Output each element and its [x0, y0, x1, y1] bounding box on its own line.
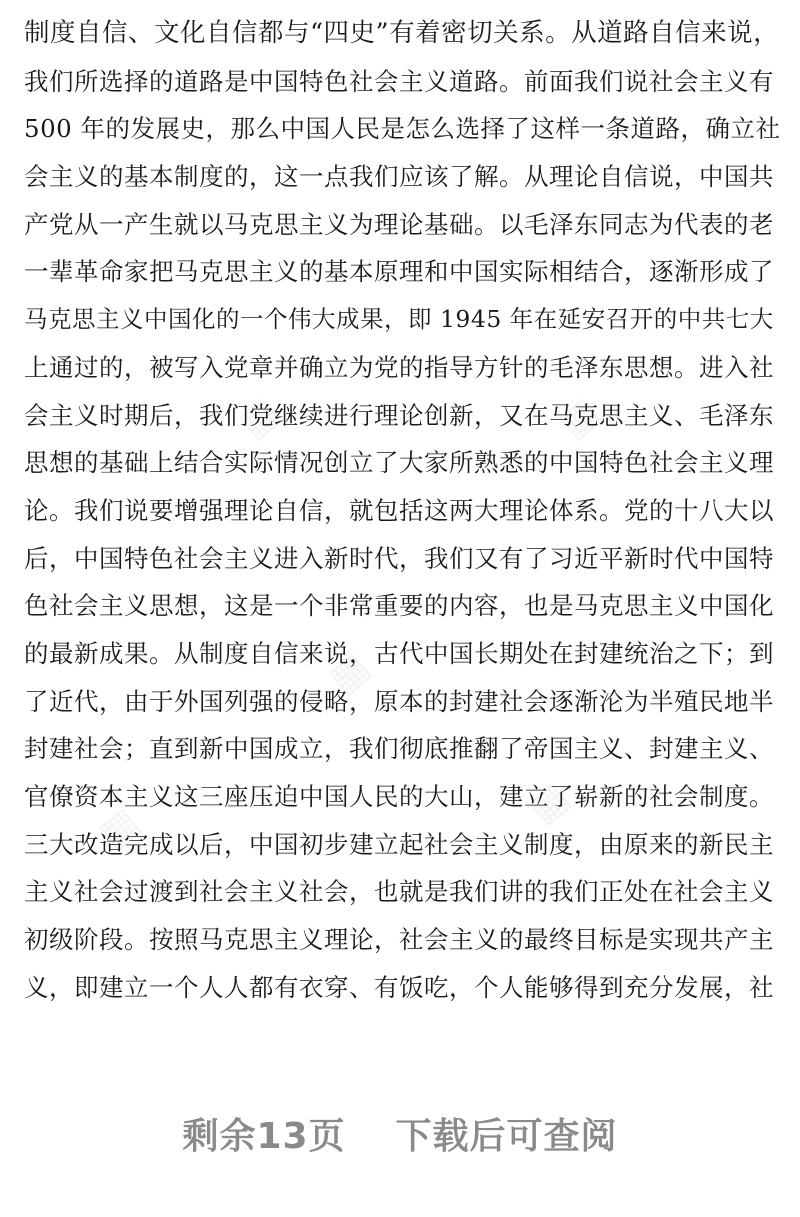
text-line: 上通过的，被写入党章并确立为党的指导方针的毛泽东思想。进入社 [24, 352, 774, 382]
text-line: 的最新成果。从制度自信来说，古代中国长期处在封建统治之下；到 [24, 638, 774, 668]
download-to-view-label[interactable]: 下载后可查阅 [395, 1116, 618, 1157]
text-line: 了近代，由于外国列强的侵略，原本的封建社会逐渐沦为半殖民地半 [24, 686, 774, 716]
text-line: 三大改造完成以后，中国初步建立起社会主义制度，由原来的新民主 [24, 829, 774, 859]
text-line: 论。我们说要增强理论自信，就包括这两大理论体系。党的十八大以 [24, 495, 774, 525]
text-line: 初级阶段。按照马克思主义理论，社会主义的最终目标是实现共产主 [24, 925, 774, 955]
text-line: 色社会主义思想，这是一个非常重要的内容，也是马克思主义中国化 [24, 591, 774, 621]
download-prompt-banner[interactable] [0, 1108, 800, 1159]
document-body [24, 10, 784, 1011]
text-line: 义，即建立一个人人都有衣穿、有饭吃，个人能够得到充分发展，社 [24, 972, 774, 1002]
text-line: 马克思主义中国化的一个伟大成果，即 1945 年在延安召开的中共七大 [24, 305, 774, 334]
text-line: 一辈革命家把马克思主义的基本原理和中国实际相结合，逐渐形成了 [24, 257, 774, 287]
text-line: 封建社会；直到新中国成立，我们彻底推翻了帝国主义、封建主义、 [24, 734, 774, 764]
text-line: 官僚资本主义这三座压迫中国人民的大山，建立了崭新的社会制度。 [24, 782, 774, 811]
remaining-pages-label[interactable]: 剩余13页 [182, 1116, 346, 1157]
text-line: 制度自信、文化自信都与“四史”有着密切关系。从道路自信来说， [24, 18, 780, 48]
text-line: 后，中国特色社会主义进入新时代，我们又有了习近平新时代中国特 [24, 543, 774, 573]
text-line: 我们所选择的道路是中国特色社会主义道路。前面我们说社会主义有 [24, 66, 774, 96]
text-line: 会主义的基本制度的，这一点我们应该了解。从理论自信说，中国共 [24, 162, 774, 192]
text-line: 500 年的发展史，那么中国人民是怎么选择了这样一条道路，确立社 [24, 114, 781, 144]
text-line: 主义社会过渡到社会主义社会，也就是我们讲的我们正处在社会主义 [24, 877, 774, 907]
text-line: 会主义时期后，我们党继续进行理论创新，又在马克思主义、毛泽东 [24, 400, 774, 430]
text-line: 思想的基础上结合实际情况创立了大家所熟悉的中国特色社会主义理 [24, 448, 774, 478]
text-line: 产党从一产生就以马克思主义为理论基础。以毛泽东同志为代表的老 [24, 209, 774, 239]
